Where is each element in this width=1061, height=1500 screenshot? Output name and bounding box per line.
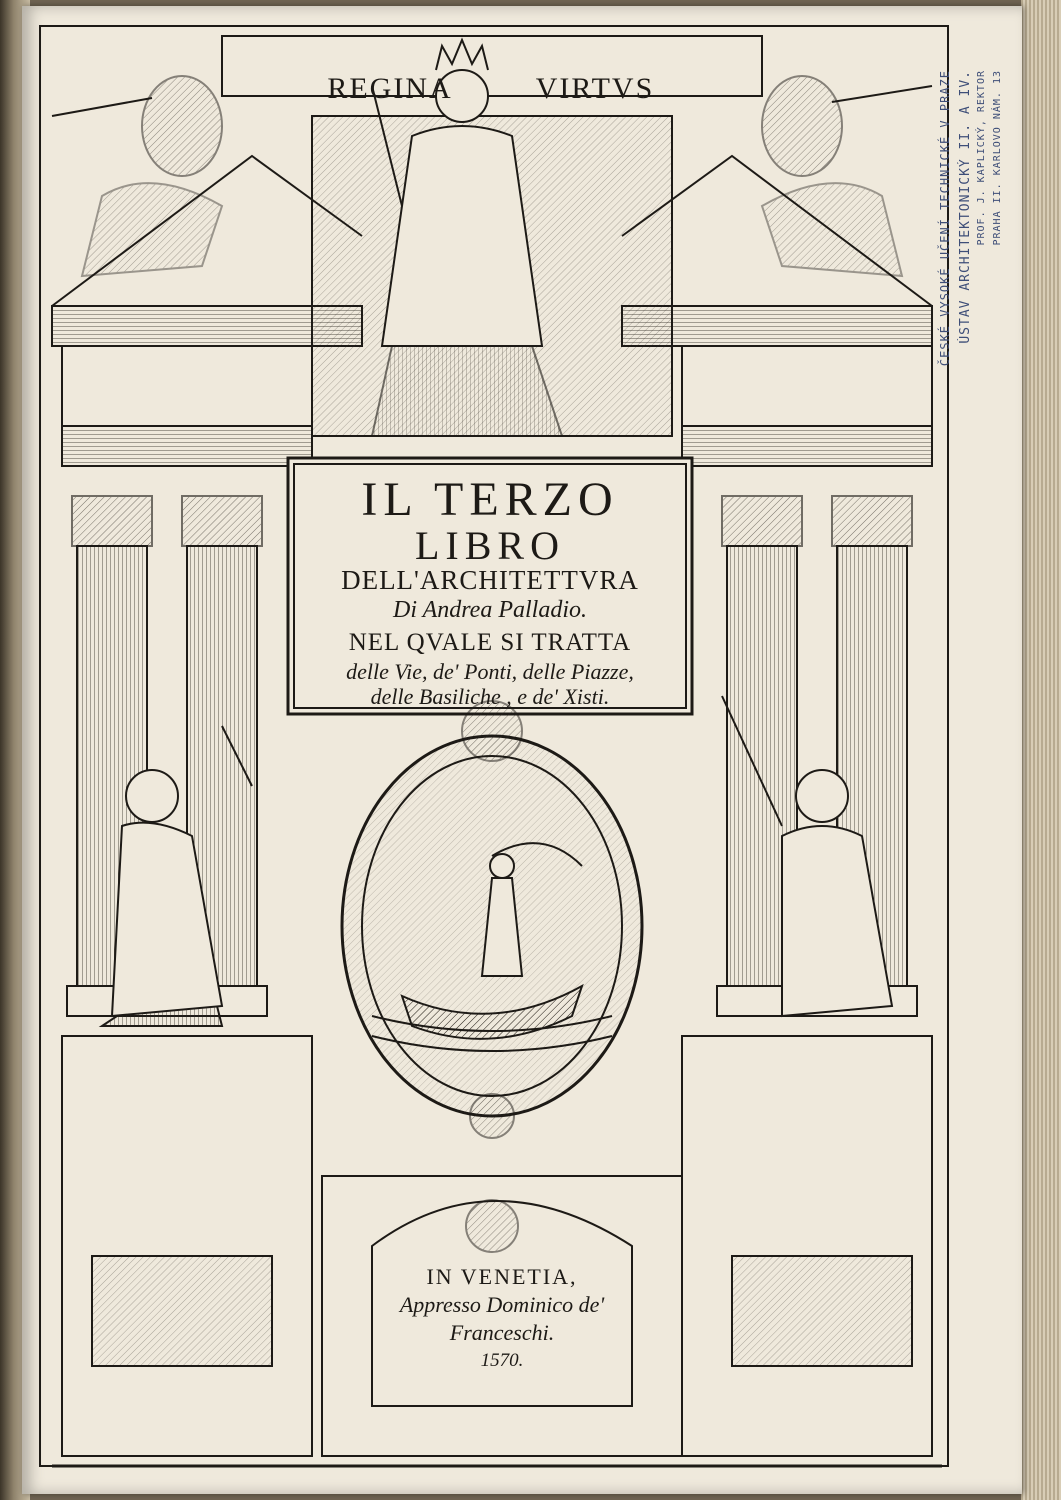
stamp-line-1: ČESKÉ VYSOKÉ UČENÍ TECHNICKÉ V PRAZE [938,70,952,367]
imprint-cartouche [372,1250,632,1390]
banner-right-word: VIRTVS [535,72,655,105]
title-topics-2: delle Basiliche , e de' Xisti. [370,684,610,709]
title-author: Di Andrea Palladio. [393,597,587,623]
imprint-publisher: Appresso Dominico de' [399,1292,605,1317]
stamp-line-3: PROF. J. KAPLICKÝ, REKTOR [976,70,987,246]
imprint-publisher-name: Franceschi. [449,1320,555,1345]
stamp-line-4: PRAHA II. KARLOVO NÁM. 13 [992,70,1003,246]
title-libro: LIBRO [415,523,565,568]
mask-bottom [470,1094,514,1138]
right-trumpeter [762,76,932,276]
winged-cherub-head [466,1200,518,1252]
left-trumpeter [52,76,222,276]
title-topics-1: delle Vie, de' Ponti, delle Piazze, [346,659,634,684]
stamp-line-2: ÚSTAV ARCHITEKTONICKÝ II. A IV. [958,70,973,344]
library-stamp [930,70,1022,370]
title-architettura: DELL'ARCHITETTVRA [341,565,639,595]
imprint-year: 1570. [480,1350,524,1371]
title-main: IL TERZO [361,473,619,526]
right-relief-panel [732,1256,912,1366]
title-subtitle: NEL QVALE SI TRATTA [348,629,632,656]
title-cartouche [288,462,692,712]
page-stack-edge [1021,0,1061,1500]
left-relief-panel [92,1256,272,1366]
banner-left-word: REGINA [327,72,453,105]
imprint-city: IN VENETIA, [426,1264,578,1289]
